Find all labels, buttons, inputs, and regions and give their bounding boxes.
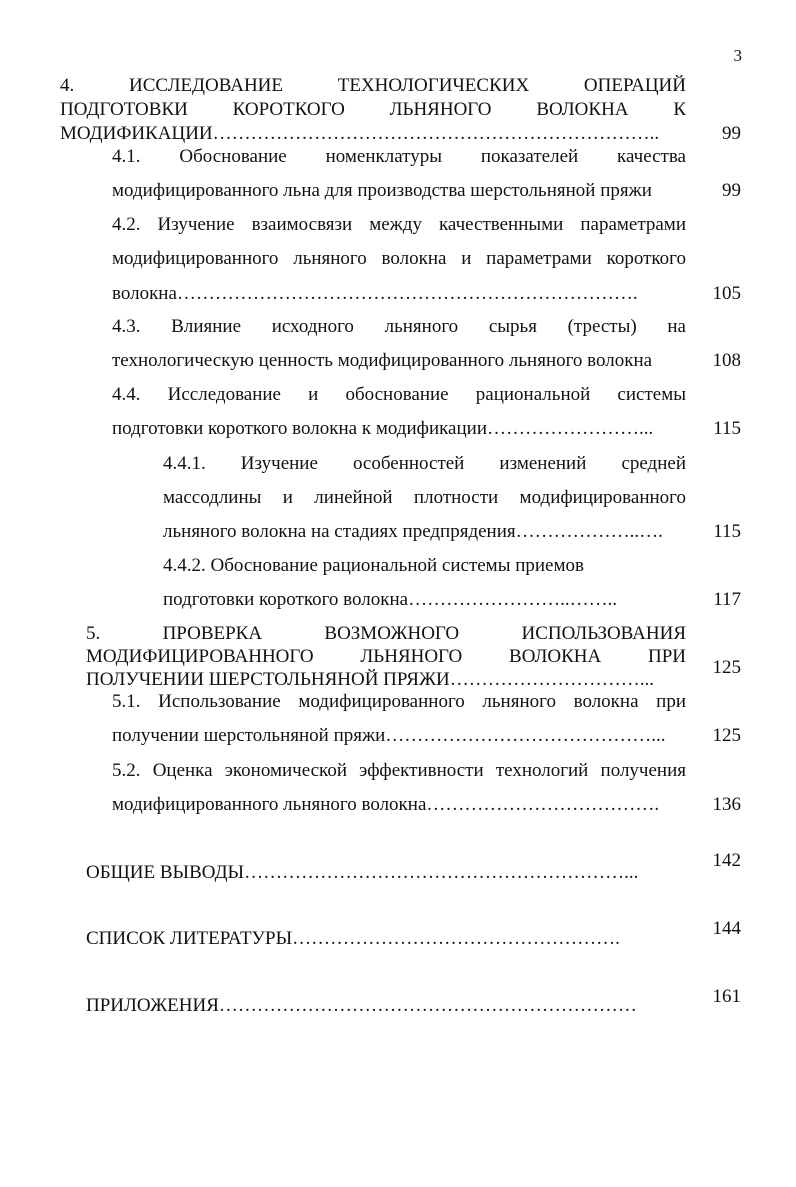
toc-page-number: 117 <box>713 589 741 610</box>
toc-text: МОДИФИЦИРОВАННОГО ЛЬНЯНОГО ВОЛОКНА ПРИ <box>86 646 686 667</box>
toc-page-number: 161 <box>712 986 741 1007</box>
toc-text: 5. ПРОВЕРКА ВОЗМОЖНОГО ИСПОЛЬЗОВАНИЯ <box>86 623 686 644</box>
toc-page-number: 105 <box>712 283 741 304</box>
toc-page-number: 125 <box>712 725 741 746</box>
toc-text: МОДИФИКАЦИИ…………………………………………………………….. <box>60 123 660 144</box>
toc-page-number: 125 <box>712 657 741 678</box>
toc-text: льняного волокна на стадиях предпрядения………………..…. <box>163 521 663 542</box>
toc-text: получении шерстольняной пряжи……………………………………... <box>112 725 666 746</box>
toc-page-number: 142 <box>712 850 741 871</box>
toc-text: волокна………………………………………………………………. <box>112 283 638 304</box>
page-number: 3 <box>733 46 742 65</box>
toc-text: 4.2. Изучение взаимосвязи между качественными параметрами <box>112 214 686 235</box>
toc-text: ПОЛУЧЕНИИ ШЕРСТОЛЬНЯНОЙ ПРЯЖИ…………………………... <box>86 669 654 690</box>
toc-text: модифицированного льняного волокна и параметрами короткого <box>112 248 686 269</box>
toc-text: 4.4. Исследование и обоснование рациональной системы <box>112 384 686 405</box>
toc-text: технологическую ценность модифицированного льняного волокна <box>112 350 653 371</box>
toc-text: модифицированного льняного волокна………………………………. <box>112 794 660 815</box>
toc-page-number: 144 <box>712 918 741 939</box>
toc-text: массодлины и линейной плотности модифицированного <box>163 487 686 508</box>
toc-text: 4.1. Обоснование номенклатуры показателей качества <box>112 146 686 167</box>
toc-page-number: 99 <box>722 123 741 144</box>
toc-page-number: 115 <box>713 418 741 439</box>
toc-text: 4.4.1. Изучение особенностей изменений средней <box>163 453 686 474</box>
toc-text: СПИСОК ЛИТЕРАТУРЫ……………………………………………. <box>86 928 620 949</box>
toc-text: ОБЩИЕ ВЫВОДЫ……………………………………………………... <box>86 862 639 883</box>
toc-text: ПОДГОТОВКИ КОРОТКОГО ЛЬНЯНОГО ВОЛОКНА К <box>60 99 686 120</box>
toc-text: ПРИЛОЖЕНИЯ………………………………………………………… <box>86 995 637 1016</box>
toc-text: 5.2. Оценка экономической эффективности технологий получения <box>112 760 686 781</box>
toc-page-number: 136 <box>712 794 741 815</box>
toc-text: подготовки короткого волокна к модификации……………………... <box>112 418 654 439</box>
toc-text: модифицированного льна для производства шерстольняной пряжи <box>112 180 652 201</box>
toc-page-number: 108 <box>712 350 741 371</box>
toc-text: 5.1. Использование модифицированного льняного волокна при <box>112 691 686 712</box>
toc-page-number: 99 <box>722 180 741 201</box>
toc-text: 4.4.2. Обоснование рациональной системы приемов <box>163 555 584 576</box>
toc-text: 4. ИССЛЕДОВАНИЕ ТЕХНОЛОГИЧЕСКИХ ОПЕРАЦИЙ <box>60 75 686 96</box>
toc-text: 4.3. Влияние исходного льняного сырья (тресты) на <box>112 316 686 337</box>
toc-page-number: 115 <box>713 521 741 542</box>
toc-text: подготовки короткого волокна……………………..…….. <box>163 589 618 610</box>
